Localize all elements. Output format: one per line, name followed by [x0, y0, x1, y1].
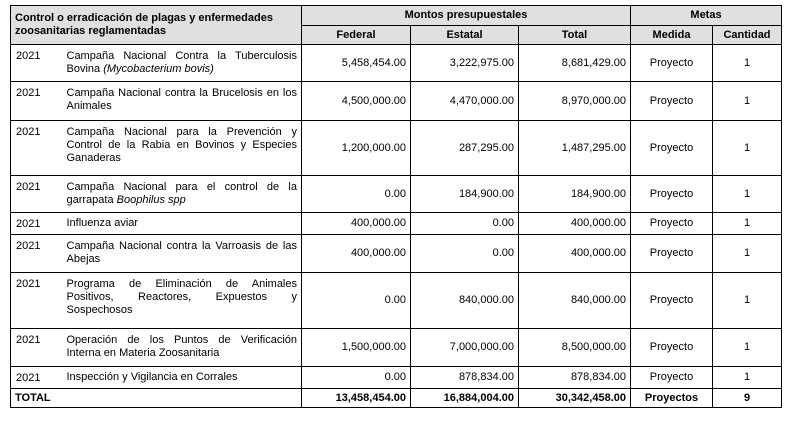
table-row	[11, 213, 782, 235]
header-goals-group: Metas	[631, 6, 782, 26]
header-amounts-group: Montos presupuestales	[302, 6, 631, 26]
row-description	[63, 82, 302, 121]
row-description-text: Campaña Nacional para la Prevención y Control de la Rabia en Bovinos y Especies Ganaderas	[66, 126, 297, 164]
row-total: 1,487,295.00	[519, 121, 631, 176]
row-description	[63, 329, 302, 367]
row-federal: 0.00	[302, 367, 411, 389]
totals-total: 30,342,458.00	[519, 389, 631, 408]
table-row	[11, 235, 782, 273]
row-total: 8,970,000.00	[519, 82, 631, 121]
header-program: Control o erradicación de plagas y enfermedades zoosanitarias reglamentadas	[11, 6, 302, 45]
row-total: 8,500,000.00	[519, 329, 631, 367]
row-estatal: 7,000,000.00	[411, 329, 519, 367]
row-total: 400,000.00	[519, 235, 631, 273]
row-estatal: 878,834.00	[411, 367, 519, 389]
row-estatal: 4,470,000.00	[411, 82, 519, 121]
row-description-text: Campaña Nacional contra la Brucelosis en los Animales	[66, 87, 297, 112]
row-estatal: 0.00	[411, 235, 519, 273]
row-description	[63, 367, 302, 389]
totals-cantidad: 9	[713, 389, 782, 408]
totals-estatal: 16,884,004.00	[411, 389, 519, 408]
totals-federal: 13,458,454.00	[302, 389, 411, 408]
row-medida: Proyecto	[631, 329, 713, 367]
row-total: 878,834.00	[519, 367, 631, 389]
totals-label: TOTAL	[11, 389, 302, 408]
table-row	[11, 329, 782, 367]
row-year: 2021	[11, 273, 63, 329]
row-medida: Proyecto	[631, 121, 713, 176]
row-year: 2021	[11, 82, 63, 121]
row-federal: 400,000.00	[302, 213, 411, 235]
header-federal: Federal	[302, 26, 411, 45]
row-cantidad: 1	[713, 367, 782, 389]
row-year: 2021	[11, 367, 63, 389]
header-estatal: Estatal	[411, 26, 519, 45]
row-description-scientific-name: Boophilus spp	[116, 194, 186, 206]
row-description-text: Campaña Nacional contra la Varroasis de las Abejas	[66, 240, 297, 265]
row-estatal: 184,900.00	[411, 176, 519, 213]
table-row	[11, 82, 782, 121]
row-estatal: 287,295.00	[411, 121, 519, 176]
table-row	[11, 273, 782, 329]
row-cantidad: 1	[713, 329, 782, 367]
row-description-scientific-name: (Mycobacterium bovis)	[103, 63, 214, 75]
row-year: 2021	[11, 121, 63, 176]
table-row	[11, 176, 782, 213]
row-description	[63, 235, 302, 273]
row-description-text: Campaña Nacional para el control de la garrapata	[66, 181, 297, 206]
row-federal: 0.00	[302, 273, 411, 329]
row-year: 2021	[11, 176, 63, 213]
row-year: 2021	[11, 235, 63, 273]
row-medida: Proyecto	[631, 82, 713, 121]
row-medida: Proyecto	[631, 367, 713, 389]
row-description	[63, 273, 302, 329]
row-description-text: Inspección y Vigilancia en Corrales	[66, 371, 238, 383]
row-estatal: 0.00	[411, 213, 519, 235]
row-federal: 5,458,454.00	[302, 45, 411, 82]
table-row	[11, 121, 782, 176]
table-body	[11, 45, 782, 408]
row-estatal: 840,000.00	[411, 273, 519, 329]
row-description-text: Campaña Nacional Contra la Tuberculosis Bovina	[66, 50, 297, 75]
row-year: 2021	[11, 329, 63, 367]
row-federal: 1,200,000.00	[302, 121, 411, 176]
header-cantidad: Cantidad	[713, 26, 782, 45]
row-medida: Proyecto	[631, 213, 713, 235]
row-estatal: 3,222,975.00	[411, 45, 519, 82]
row-federal: 0.00	[302, 176, 411, 213]
row-federal: 400,000.00	[302, 235, 411, 273]
row-cantidad: 1	[713, 213, 782, 235]
row-description	[63, 121, 302, 176]
budget-table	[10, 5, 782, 408]
row-medida: Proyecto	[631, 273, 713, 329]
row-total: 8,681,429.00	[519, 45, 631, 82]
table-row	[11, 45, 782, 82]
row-total: 840,000.00	[519, 273, 631, 329]
row-description-text: Operación de los Puntos de Verificación Interna en Materia Zoosanitaria	[66, 334, 297, 359]
row-cantidad: 1	[713, 45, 782, 82]
totals-row	[11, 389, 782, 408]
row-cantidad: 1	[713, 273, 782, 329]
totals-medida: Proyectos	[631, 389, 713, 408]
table-row	[11, 367, 782, 389]
row-total: 184,900.00	[519, 176, 631, 213]
header-medida: Medida	[631, 26, 713, 45]
row-year: 2021	[11, 45, 63, 82]
row-description	[63, 213, 302, 235]
row-federal: 4,500,000.00	[302, 82, 411, 121]
row-description	[63, 45, 302, 82]
row-cantidad: 1	[713, 121, 782, 176]
row-total: 400,000.00	[519, 213, 631, 235]
row-cantidad: 1	[713, 176, 782, 213]
row-description-text: Programa de Eliminación de Animales Positivos, Reactores, Expuestos y Sospechosos	[66, 278, 297, 316]
row-medida: Proyecto	[631, 176, 713, 213]
header-total: Total	[519, 26, 631, 45]
row-medida: Proyecto	[631, 235, 713, 273]
row-description-text: Influenza aviar	[66, 217, 139, 229]
row-cantidad: 1	[713, 235, 782, 273]
row-cantidad: 1	[713, 82, 782, 121]
row-medida: Proyecto	[631, 45, 713, 82]
row-federal: 1,500,000.00	[302, 329, 411, 367]
row-description	[63, 176, 302, 213]
row-year: 2021	[11, 213, 63, 235]
